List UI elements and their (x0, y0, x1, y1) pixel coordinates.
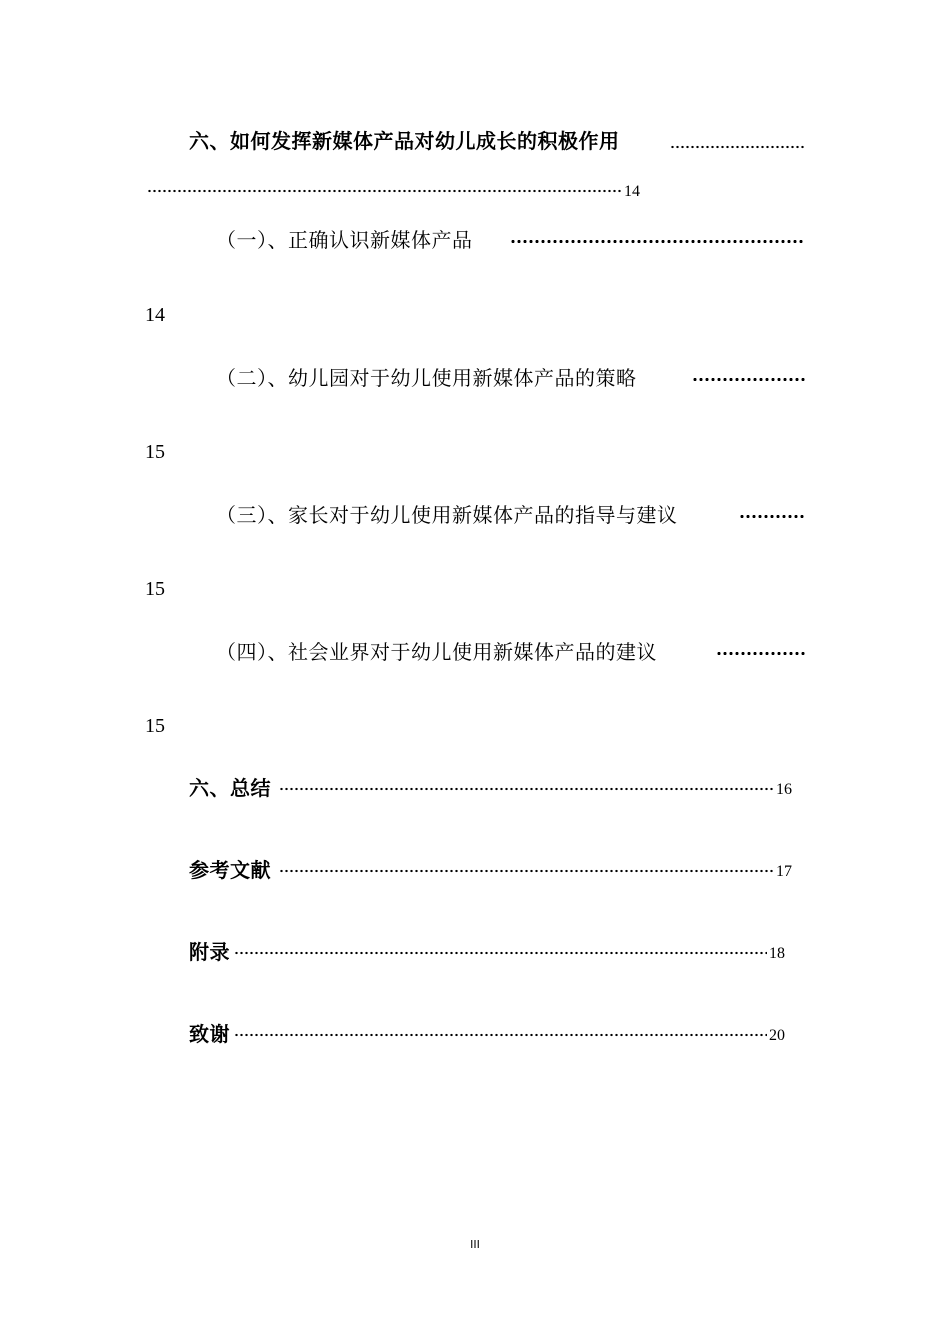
toc-entry-title: （一）、正确认识新媒体产品 (216, 228, 473, 252)
toc-entry-title: （四）、社会业界对于幼儿使用新媒体产品的建议 (216, 640, 657, 664)
toc-entry-page: 20 (769, 1027, 785, 1044)
toc-leader-dots (716, 651, 805, 656)
toc-leader-dots (234, 951, 767, 955)
toc-entry-title: （二）、幼儿园对于幼儿使用新媒体产品的策略 (216, 366, 637, 390)
toc-leader-dots (279, 787, 774, 791)
toc-entry-page: 15 (145, 578, 165, 600)
toc-leader-dots (234, 1033, 767, 1037)
toc-leader-dots (670, 145, 805, 149)
toc-entry-page: 16 (776, 781, 792, 798)
toc-leader-dots (147, 189, 622, 193)
toc-entry-title: 附录 (189, 940, 230, 964)
toc-entry-page: 14 (624, 183, 640, 200)
toc-leader-dots (692, 377, 805, 382)
page-number-footer: III (470, 1238, 480, 1251)
toc-entry-page: 15 (145, 715, 165, 737)
toc-entry-title: 六、如何发挥新媒体产品对幼儿成长的积极作用 (189, 129, 620, 153)
toc-entry-title: （三）、家长对于幼儿使用新媒体产品的指导与建议 (216, 503, 678, 527)
toc-entry-page: 17 (776, 863, 792, 880)
toc-entry-title: 六、总结 (189, 776, 271, 800)
toc-entry-title: 致谢 (189, 1022, 230, 1046)
toc-entry-title: 参考文献 (189, 858, 271, 882)
toc-leader-dots (510, 239, 805, 244)
toc-entry-page: 14 (145, 304, 165, 326)
toc-leader-dots (739, 514, 805, 519)
toc-leader-dots (279, 869, 774, 873)
toc-entry-page: 18 (769, 945, 785, 962)
toc-entry-page: 15 (145, 441, 165, 463)
